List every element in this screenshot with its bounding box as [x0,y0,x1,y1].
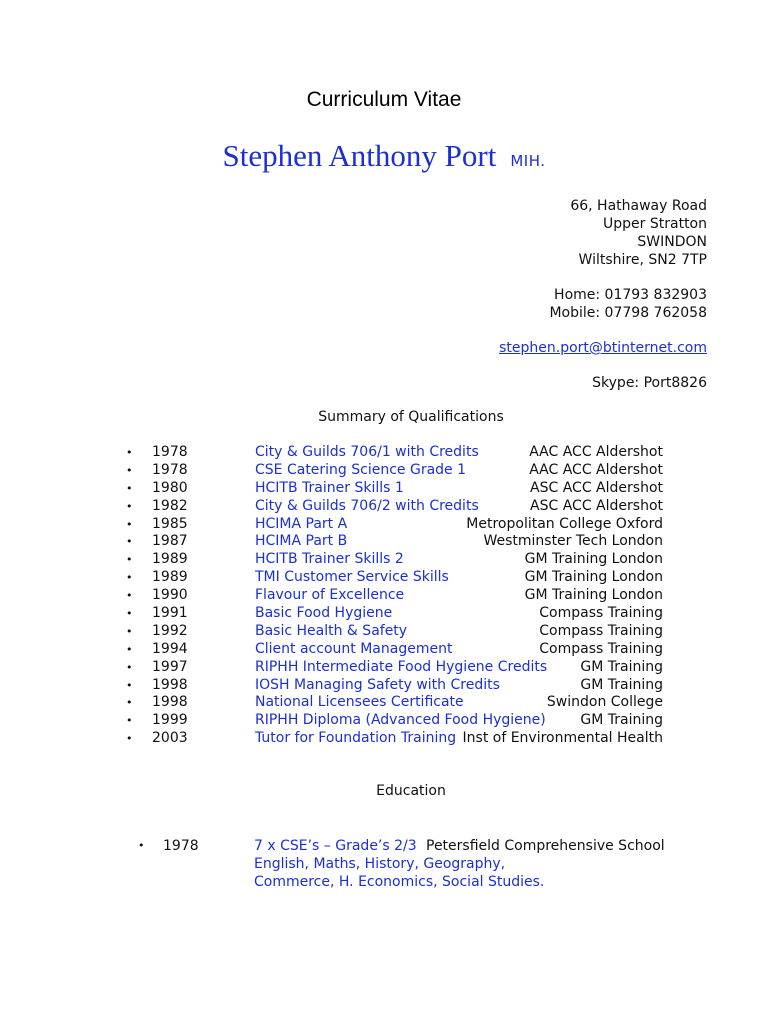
qualification-institution: ASC ACC Aldershot [524,480,663,498]
qualification-year: 1982 [152,497,188,514]
qualification-row [0,641,768,659]
qualification-year: 1978 [152,444,188,460]
qualification-row [0,444,768,462]
qualification-year: 2003 [152,730,188,747]
qualification-title: City & Guilds 706/1 with Credits [255,444,479,460]
qualification-institution: Compass Training [533,623,663,641]
postnominal-letters: MIH. [510,152,546,170]
name-heading [0,138,768,174]
grade-line: English, Maths, History, Geography, [254,856,506,872]
qualification-row [0,712,768,730]
bullet-icon: • [126,463,133,477]
qualifications-list [0,444,768,748]
qualification-row [0,498,768,516]
bullet-icon: • [126,517,133,531]
qualification-year: 1991 [152,605,188,622]
bullet-icon: • [126,678,133,692]
bullet-icon: • [126,607,133,621]
education-school: Petersfield Comprehensive School [426,838,665,854]
bullet-icon: • [126,696,133,710]
address-line: SWINDON [637,234,707,250]
qualification-row [0,659,768,677]
qualification-row [0,587,768,605]
qualification-title: CSE Catering Science Grade 1 [255,461,467,478]
qualification-institution: Swindon College [541,694,663,712]
qualification-institution: Inst of Environmental Health [457,730,663,748]
qualification-institution: GM Training [574,712,663,730]
qualification-year: 1978 [152,461,188,478]
qualification-year: 1998 [152,676,188,693]
qualification-row [0,462,768,480]
qualification-title: Basic Food Hygiene [255,605,393,622]
qualification-year: 1999 [152,712,188,729]
qualification-row [0,533,768,551]
qualification-row [0,516,768,534]
qualification-year: 1990 [152,587,188,604]
bullet-icon: • [126,624,133,638]
email-link[interactable]: stephen.port@btinternet.com [499,340,707,356]
qualification-institution: ASC ACC Aldershot [524,498,663,516]
bullet-icon: • [126,481,133,495]
skype-id: Skype: Port8826 [592,375,707,391]
qualification-year: 1989 [152,551,188,568]
qualification-year: 1985 [152,515,188,532]
qualification-title: Client account Management [255,640,453,657]
qualification-title: Flavour of Excellence [255,587,405,604]
qualification-year: 1994 [152,640,188,657]
bullet-icon: • [126,642,133,656]
qualification-year: 1992 [152,622,188,639]
qualification-title: RIPHH Intermediate Food Hygiene Credits [255,658,548,675]
bullet-icon: • [126,499,133,513]
qualification-institution: GM Training [574,659,663,677]
qualification-title: HCIMA Part B [255,533,348,550]
qualification-year: 1987 [152,533,188,550]
bullet-icon: • [126,660,133,674]
qualification-year: 1989 [152,569,188,586]
bullet-icon: • [126,714,133,728]
qualification-institution: AAC ACC Aldershot [523,444,663,462]
qualification-year: 1980 [152,479,188,496]
qualification-title: RIPHH Diploma (Advanced Food Hygiene) [255,712,546,729]
qualification-institution: AAC ACC Aldershot [523,462,663,480]
qualification-title: Basic Health & Safety [255,622,408,639]
bullet-icon: • [126,553,133,567]
qualification-title: HCIMA Part A [255,515,348,532]
qualification-institution: GM Training London [519,551,663,569]
bullet-icon: • [126,732,133,746]
qualification-title: TMI Customer Service Skills [255,569,449,586]
qualification-institution: Compass Training [533,605,663,623]
document-title: Curriculum Vitae [306,88,462,111]
education-year: 1978 [163,838,199,854]
bullet-icon: • [138,839,145,852]
qualification-title: HCITB Trainer Skills 1 [255,479,404,496]
qualification-title: HCITB Trainer Skills 2 [255,551,404,568]
qualification-institution: GM Training London [519,587,663,605]
qualification-year: 1998 [152,694,188,711]
bullet-icon: • [126,571,133,585]
address-line: Upper Stratton [603,216,707,232]
grade-line: Commerce, H. Economics, Social Studies. [254,874,545,890]
qualification-title: National Licensees Certificate [255,694,464,711]
qualification-row [0,677,768,695]
qualification-year: 1997 [152,658,188,675]
bullet-icon: • [126,535,133,549]
qualification-row [0,623,768,641]
qualifications-heading: Summary of Qualifications [318,409,504,425]
grade-line: 7 x CSE’s – Grade’s 2/3 [254,838,417,854]
qualification-institution: GM Training London [519,569,663,587]
qualification-row [0,605,768,623]
qualification-row [0,730,768,748]
postal-address [570,197,707,269]
qualification-title: City & Guilds 706/2 with Credits [255,497,479,514]
qualification-row [0,569,768,587]
qualification-institution: Metropolitan College Oxford [460,516,663,534]
qualification-institution: GM Training [574,677,663,695]
qualification-institution: Westminster Tech London [477,533,663,551]
mobile-phone: Mobile: 07798 762058 [549,305,707,321]
qualification-row [0,480,768,498]
full-name: Stephen Anthony Port [222,138,497,173]
qualification-institution: Compass Training [533,641,663,659]
bullet-icon: • [126,589,133,603]
education-heading: Education [376,783,446,799]
bullet-icon: • [126,446,133,459]
address-line: 66, Hathaway Road [570,198,707,214]
qualification-row [0,694,768,712]
qualification-title: Tutor for Foundation Training [255,730,457,747]
qualification-row [0,551,768,569]
phone-numbers [549,286,707,322]
home-phone: Home: 01793 832903 [554,287,707,303]
address-line: Wiltshire, SN2 7TP [578,252,707,268]
qualification-title: IOSH Managing Safety with Credits [255,676,500,693]
